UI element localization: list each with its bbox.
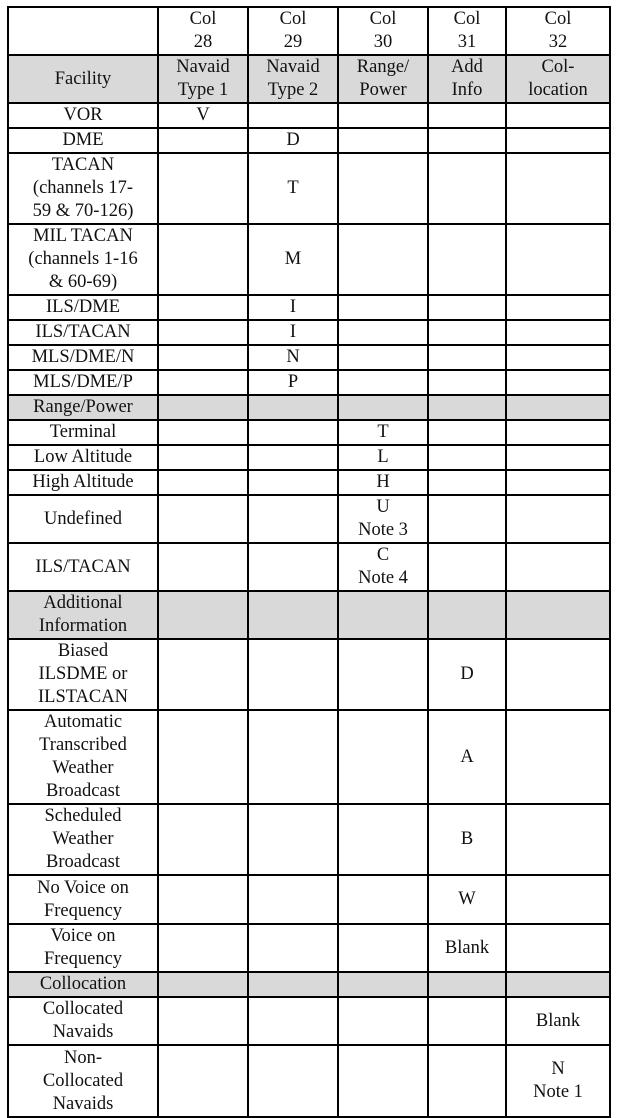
navaid-type-1-cell (158, 345, 248, 370)
column-number-cell: Col 32 (506, 7, 610, 55)
add-info-cell (428, 128, 506, 153)
facility-cell (8, 128, 158, 153)
facility-text-line: MLS/DME/P (33, 372, 133, 392)
table-row (8, 103, 610, 128)
facility-cell (8, 997, 158, 1045)
section-header-row (8, 395, 610, 420)
code-value: Note 3 (358, 520, 408, 540)
add-info-cell (428, 395, 506, 420)
navaid-type-2-cell (248, 543, 338, 591)
navaid-type-1-cell (158, 875, 248, 924)
column-number-cell: Col 28 (158, 7, 248, 55)
facility-text-line: MLS/DME/N (31, 347, 135, 367)
facility-text-line: Information (38, 616, 128, 636)
code-value: T (287, 178, 299, 198)
collocation-cell (506, 972, 610, 997)
navaid-type-1-cell (158, 1045, 248, 1117)
facility-cell (8, 370, 158, 395)
facility-text-line: Transcribed (39, 735, 127, 755)
facility-cell (8, 495, 158, 543)
navaid-type-2-cell (248, 128, 338, 153)
facility-text-line: Broadcast (46, 852, 120, 872)
facility-text-line: Navaids (52, 1093, 114, 1114)
facility-text-line: ILS/TACAN (35, 322, 131, 342)
facility-text-line: Frequency (43, 949, 123, 969)
facility-text-line: Biased (57, 641, 109, 661)
facility-cell (8, 543, 158, 591)
collocation-cell (506, 875, 610, 924)
facility-text-line: ILSTACAN (38, 687, 128, 707)
facility-cell (8, 875, 158, 924)
navaid-type-2-cell (248, 224, 338, 295)
facility-text-line: & 60-69) (48, 272, 118, 292)
collocation-cell (506, 153, 610, 224)
collocation-cell (506, 320, 610, 345)
facility-cell (8, 103, 158, 128)
code-value: B (460, 829, 474, 849)
facility-text-line: Non- (63, 1047, 103, 1068)
add-info-cell (428, 997, 506, 1045)
navaid-type-1-cell (158, 804, 248, 875)
facility-cell (8, 924, 158, 972)
collocation-cell (506, 710, 610, 804)
add-info-cell (428, 875, 506, 924)
add-info-cell (428, 153, 506, 224)
facility-text-line: Undefined (43, 508, 123, 529)
header-add-info: Add Info (428, 55, 506, 103)
navaid-type-2-cell (248, 875, 338, 924)
facility-text-line: Terminal (49, 422, 117, 442)
add-info-cell (428, 591, 506, 639)
table-row (8, 128, 610, 153)
code-value: U (376, 497, 390, 517)
facility-text-line: Low Altitude (33, 447, 133, 467)
range-power-cell (338, 1045, 428, 1117)
range-power-cell (338, 591, 428, 639)
navaid-type-1-cell (158, 470, 248, 495)
table-row (8, 345, 610, 370)
facility-cell (8, 710, 158, 804)
facility-text-line: (channels 17- (32, 178, 134, 198)
facility-text-line: Weather (52, 829, 114, 849)
code-value: N (286, 347, 300, 367)
range-power-cell (338, 420, 428, 445)
code-value: T (377, 422, 389, 442)
range-power-cell (338, 395, 428, 420)
code-value: D (286, 130, 300, 150)
navaid-type-2-cell (248, 591, 338, 639)
facility-cell (8, 224, 158, 295)
range-power-cell (338, 470, 428, 495)
facility-text-line: Broadcast (46, 781, 120, 801)
header-range-power: Range/ Power (338, 55, 428, 103)
navaid-type-1-cell (158, 395, 248, 420)
table-row (8, 1045, 610, 1117)
add-info-cell (428, 710, 506, 804)
code-value: C (376, 545, 390, 565)
table-body (8, 103, 610, 1117)
range-power-cell (338, 972, 428, 997)
header-navaid-type-1: Navaid Type 1 (158, 55, 248, 103)
facility-text-line: High Altitude (32, 472, 134, 492)
facility-text-line: TACAN (51, 155, 115, 175)
section-header-row (8, 591, 610, 639)
collocation-cell (506, 639, 610, 710)
navaid-type-2-cell (248, 295, 338, 320)
navaid-type-2-cell (248, 470, 338, 495)
navaid-type-2-cell (248, 420, 338, 445)
facility-text-line: Frequency (43, 900, 123, 921)
table-row (8, 295, 610, 320)
navaid-type-1-cell (158, 420, 248, 445)
navaid-type-1-cell (158, 543, 248, 591)
navaid-type-2-cell (248, 1045, 338, 1117)
facility-cell (8, 153, 158, 224)
facility-text-line: Voice on (50, 926, 116, 946)
section-title-cell (8, 395, 158, 420)
collocation-cell (506, 345, 610, 370)
navaid-code-table (7, 6, 611, 1118)
range-power-cell (338, 495, 428, 543)
add-info-cell (428, 420, 506, 445)
code-value: L (377, 447, 389, 467)
range-power-cell (338, 997, 428, 1045)
collocation-cell (506, 395, 610, 420)
code-value: V (196, 105, 210, 125)
navaid-type-1-cell (158, 710, 248, 804)
collocation-cell (506, 103, 610, 128)
column-number-cell-blank (8, 7, 158, 55)
code-value: Note 4 (358, 568, 408, 588)
code-value: N (551, 1059, 565, 1079)
facility-text-line: ILS/TACAN (35, 556, 131, 577)
table-row (8, 924, 610, 972)
navaid-type-1-cell (158, 224, 248, 295)
facility-cell (8, 320, 158, 345)
facility-cell (8, 295, 158, 320)
facility-text-line: Weather (52, 758, 114, 778)
range-power-cell (338, 128, 428, 153)
navaid-type-2-cell (248, 153, 338, 224)
navaid-type-1-cell (158, 128, 248, 153)
column-header-row (8, 55, 610, 103)
range-power-cell (338, 320, 428, 345)
navaid-type-2-cell (248, 997, 338, 1045)
range-power-cell (338, 224, 428, 295)
range-power-cell (338, 875, 428, 924)
collocation-cell (506, 543, 610, 591)
add-info-cell (428, 495, 506, 543)
code-value: I (289, 322, 297, 342)
header-navaid-type-2: Navaid Type 2 (248, 55, 338, 103)
facility-cell (8, 445, 158, 470)
table-row (8, 320, 610, 345)
facility-text-line: DME (62, 130, 104, 150)
facility-cell (8, 345, 158, 370)
column-number-cell: Col 29 (248, 7, 338, 55)
navaid-type-1-cell (158, 295, 248, 320)
code-value: W (458, 889, 476, 909)
facility-text-line: ILSDME or (38, 664, 128, 684)
collocation-cell (506, 445, 610, 470)
section-title-cell (8, 591, 158, 639)
navaid-type-2-cell (248, 345, 338, 370)
code-value: M (284, 249, 302, 269)
facility-cell (8, 1045, 158, 1117)
add-info-cell (428, 370, 506, 395)
facility-text-line: 59 & 70-126) (32, 201, 134, 221)
add-info-cell (428, 1045, 506, 1117)
facility-text-line: ILS/DME (46, 297, 120, 317)
navaid-type-2-cell (248, 103, 338, 128)
collocation-cell (506, 997, 610, 1045)
navaid-type-2-cell (248, 924, 338, 972)
collocation-cell (506, 224, 610, 295)
navaid-type-1-cell (158, 591, 248, 639)
navaid-type-1-cell (158, 370, 248, 395)
navaid-type-2-cell (248, 445, 338, 470)
add-info-cell (428, 320, 506, 345)
range-power-cell (338, 924, 428, 972)
add-info-cell (428, 445, 506, 470)
navaid-type-2-cell (248, 972, 338, 997)
navaid-type-2-cell (248, 320, 338, 345)
navaid-type-1-cell (158, 997, 248, 1045)
code-value: A (460, 746, 474, 767)
range-power-cell (338, 103, 428, 128)
facility-cell (8, 639, 158, 710)
facility-text-line: (channels 1-16 (28, 249, 138, 269)
code-value: H (376, 472, 390, 492)
navaid-type-1-cell (158, 445, 248, 470)
code-value: P (287, 372, 299, 392)
navaid-type-2-cell (248, 495, 338, 543)
add-info-cell (428, 972, 506, 997)
navaid-type-1-cell (158, 103, 248, 128)
range-power-cell (338, 153, 428, 224)
header-collocation: Col- location (506, 55, 610, 103)
navaid-type-1-cell (158, 972, 248, 997)
add-info-cell (428, 804, 506, 875)
facility-text-line: Collocated (42, 999, 124, 1019)
code-value: Blank (444, 937, 490, 958)
collocation-cell (506, 420, 610, 445)
navaid-type-2-cell (248, 639, 338, 710)
collocation-cell (506, 495, 610, 543)
code-value: I (289, 297, 297, 317)
range-power-cell (338, 295, 428, 320)
table-row (8, 445, 610, 470)
collocation-cell (506, 924, 610, 972)
facility-text-line: Navaids (52, 1022, 114, 1042)
range-power-cell (338, 543, 428, 591)
add-info-cell (428, 639, 506, 710)
table-row (8, 875, 610, 924)
add-info-cell (428, 470, 506, 495)
navaid-type-1-cell (158, 639, 248, 710)
table-row (8, 470, 610, 495)
add-info-cell (428, 295, 506, 320)
table-row (8, 710, 610, 804)
facility-text-line: Additional (43, 593, 123, 613)
section-header-row (8, 972, 610, 997)
header-facility: Facility (8, 55, 158, 103)
add-info-cell (428, 924, 506, 972)
facility-cell (8, 804, 158, 875)
code-value: Note 1 (533, 1082, 583, 1102)
collocation-cell (506, 804, 610, 875)
facility-text-line: MIL TACAN (33, 226, 133, 246)
table-row (8, 543, 610, 591)
add-info-cell (428, 543, 506, 591)
section-title-cell (8, 972, 158, 997)
range-power-cell (338, 345, 428, 370)
table-row (8, 153, 610, 224)
column-number-row (8, 7, 610, 55)
table-row (8, 370, 610, 395)
navaid-type-1-cell (158, 924, 248, 972)
collocation-cell (506, 470, 610, 495)
table-row (8, 495, 610, 543)
navaid-type-2-cell (248, 804, 338, 875)
facility-text-line: VOR (63, 105, 103, 125)
range-power-cell (338, 804, 428, 875)
range-power-cell (338, 710, 428, 804)
collocation-cell (506, 295, 610, 320)
facility-text-line: Collocation (39, 974, 127, 994)
table-row (8, 804, 610, 875)
facility-text-line: Scheduled (44, 806, 122, 826)
table-row (8, 420, 610, 445)
navaid-type-1-cell (158, 320, 248, 345)
table-row (8, 224, 610, 295)
add-info-cell (428, 224, 506, 295)
facility-text-line: Range/Power (33, 397, 133, 417)
navaid-type-2-cell (248, 370, 338, 395)
facility-text-line: Collocated (42, 1070, 124, 1091)
column-number-cell: Col 30 (338, 7, 428, 55)
navaid-type-1-cell (158, 495, 248, 543)
navaid-type-1-cell (158, 153, 248, 224)
facility-cell (8, 420, 158, 445)
navaid-type-2-cell (248, 710, 338, 804)
table-row (8, 639, 610, 710)
range-power-cell (338, 445, 428, 470)
range-power-cell (338, 370, 428, 395)
navaid-type-2-cell (248, 395, 338, 420)
collocation-cell (506, 128, 610, 153)
collocation-cell (506, 591, 610, 639)
column-number-cell: Col 31 (428, 7, 506, 55)
collocation-cell (506, 370, 610, 395)
facility-cell (8, 470, 158, 495)
collocation-cell (506, 1045, 610, 1117)
facility-text-line: No Voice on (37, 877, 129, 898)
table-row (8, 997, 610, 1045)
code-value: D (460, 664, 474, 684)
facility-text-line: Automatic (43, 712, 123, 732)
code-value: Blank (535, 1010, 581, 1031)
add-info-cell (428, 345, 506, 370)
add-info-cell (428, 103, 506, 128)
range-power-cell (338, 639, 428, 710)
